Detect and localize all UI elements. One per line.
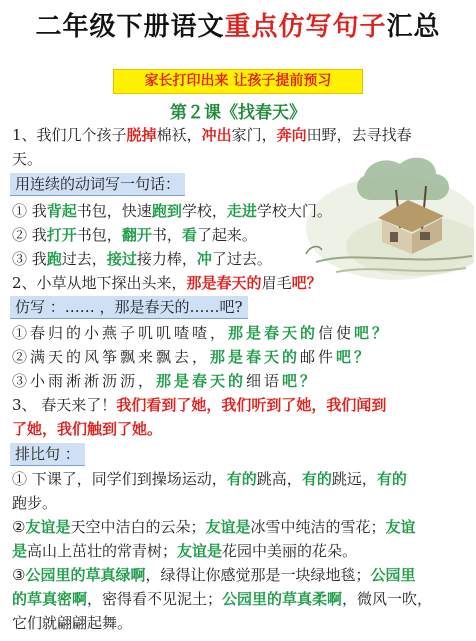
s3-example-3-cont: 的草真密啊，密得看不见泥土；公园里的草真柔啊，微风一吹， <box>12 590 433 608</box>
s1-example-2: ② 我打开书包，翻开书，看了起来。 <box>12 226 257 244</box>
print-banner: 家长打印出来 让孩子提前预习 <box>113 69 363 94</box>
s2-example-1: ①春归的小燕子叽叽喳喳，那是春天的信使吧？ <box>12 324 391 342</box>
s3-example-1: ① 下课了，同学们到操场运动，有的跳高，有的跳远，有的 <box>12 470 407 488</box>
title-part-summary: 汇总 <box>386 12 441 42</box>
s1-sentence-end: 天。 <box>12 150 43 168</box>
title-part-grade: 二年级下册语文 <box>35 12 225 42</box>
s3-example-2: ②友谊是天空中洁白的云朵；友谊是冰雪中纯洁的雪花；友谊 <box>12 518 416 536</box>
s3-example-3: ③公园里的草真绿啊，绿得让你感觉那是一块绿地毯；公园里 <box>12 566 416 584</box>
s3-sentence: 3、 春天来了！我们看到了她，我们听到了她，我们闻到 <box>12 396 387 414</box>
s3-instruction: 排比句 ： <box>10 443 85 466</box>
s3-example-2-cont: 是高山上茁壮的常青树；友谊是花园中美丽的花朵。 <box>12 542 358 560</box>
s2-example-3: ③小雨淅淅沥沥，那是春天的细语吧？ <box>12 372 319 390</box>
s1-example-3: ③ 我跑过去，接过接力棒，冲了过去。 <box>12 250 272 268</box>
s3-example-3-end: 它们就翩翩起舞。 <box>12 614 133 632</box>
s1-example-1: ① 我背起书包，快速跑到学校，走进学校大门。 <box>12 202 332 220</box>
lesson-heading: 第２课《找春天》 <box>170 103 306 123</box>
s2-instruction: 仿写 ：…… ，那是春天的……吧? <box>10 296 248 319</box>
s2-sentence: 2、小草从地下探出头来，那是春天的眉毛吧？ <box>12 274 322 292</box>
title-part-key: 重点仿写句子 <box>224 12 387 42</box>
s1-instruction: 用连续的动词写一句话： <box>10 173 185 196</box>
s2-example-2: ②满天的风筝飘来飘去，那是春天的邮件吧？ <box>12 348 373 366</box>
s3-example-1-end: 跑步。 <box>12 494 58 512</box>
page-title <box>0 6 476 43</box>
s3-sentence-end: 了她，我们触到了她。 <box>12 420 163 438</box>
s1-sentence: 1、我们几个孩子脱掉棉袄，冲出家门，奔向田野，去寻找春 <box>12 126 412 144</box>
